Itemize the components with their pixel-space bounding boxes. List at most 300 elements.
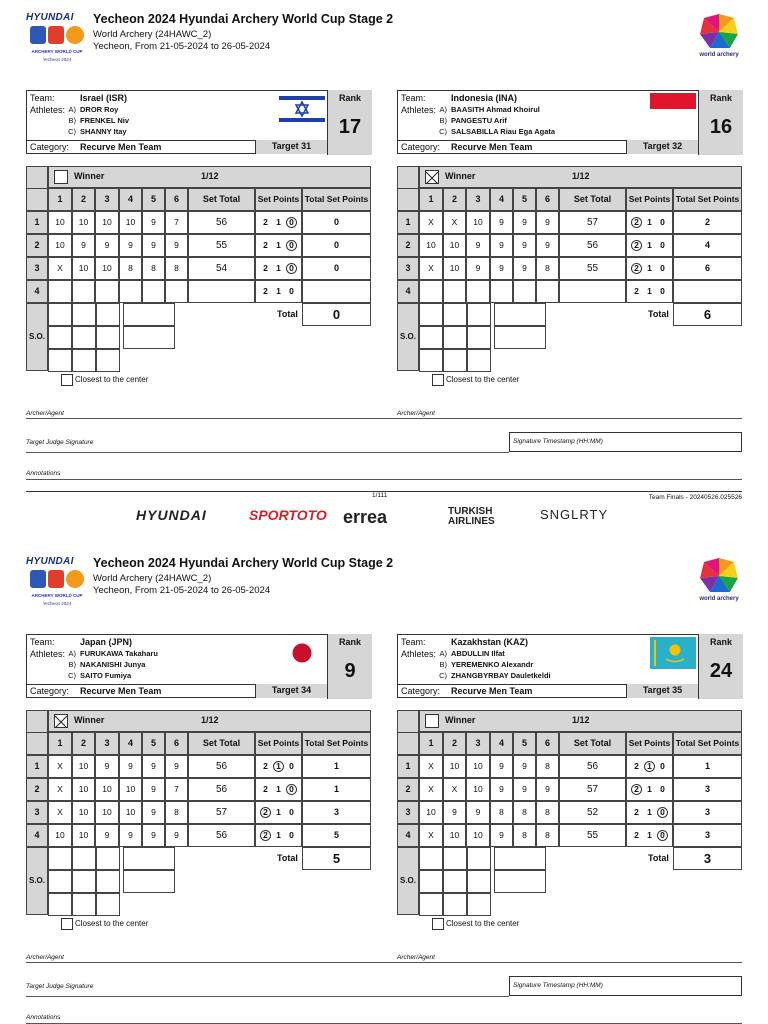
event-title: Yecheon 2024 Hyundai Archery World Cup Stage 2 <box>93 556 394 570</box>
set-total: 55 <box>559 257 626 280</box>
arrow-score: 9 <box>490 234 513 257</box>
target-number: Target 35 <box>626 684 698 698</box>
end-number: 1 <box>26 755 48 778</box>
set-total: 56 <box>188 824 255 847</box>
athlete-name: SALSABILLA Riau Ega Agata <box>451 127 556 136</box>
athlete-name: PANGESTU Arif <box>451 116 507 125</box>
athlete-letter: A) <box>68 649 76 658</box>
signature-timestamp-box[interactable] <box>509 976 742 996</box>
set-points-cell <box>626 755 673 778</box>
shoot-off-arrow-cell[interactable] <box>48 870 72 893</box>
shoot-off-total-cell[interactable] <box>494 303 546 326</box>
shoot-off-arrow-cell[interactable] <box>467 349 491 372</box>
arrow-score: 9 <box>142 801 165 824</box>
shoot-off-arrow-cell[interactable] <box>467 847 491 870</box>
set-points-cell <box>626 257 673 280</box>
arrow-column-header: 5 <box>513 732 536 755</box>
shoot-off-label: S.O. <box>26 303 48 371</box>
arrow-score: 10 <box>443 234 466 257</box>
shoot-off-arrow-cell[interactable] <box>419 349 443 372</box>
total-set-points: 1 <box>302 755 371 778</box>
end-number: 1 <box>26 211 48 234</box>
team-card <box>26 90 371 154</box>
event-header <box>0 0 768 80</box>
set-point-option: 2 <box>634 830 639 840</box>
shoot-off-arrow-cell[interactable] <box>48 349 72 372</box>
closest-label: Closest to the center <box>446 375 520 384</box>
set-total-header: Set Total <box>559 732 626 755</box>
arrow-column-header: 6 <box>536 188 559 211</box>
arrow-column-header: 4 <box>490 188 513 211</box>
team-name: Kazakhstan (KAZ) <box>451 637 529 647</box>
team-label: Team: <box>401 637 426 647</box>
event-dates: Yecheon, From 21-05-2024 to 26-05-2024 <box>93 41 271 52</box>
athlete-letter: A) <box>439 649 447 658</box>
shoot-off-arrow-cell[interactable] <box>48 847 72 870</box>
team-name: Japan (JPN) <box>80 637 133 647</box>
set-points-cell <box>626 824 673 847</box>
shoot-off-arrow-cell[interactable] <box>72 870 96 893</box>
arrow-score: 9 <box>165 824 188 847</box>
end-number: 3 <box>397 257 419 280</box>
arrow-score: 8 <box>490 801 513 824</box>
shoot-off-total-cell[interactable] <box>494 326 546 349</box>
shoot-off-arrow-cell[interactable] <box>96 870 120 893</box>
arrow-score: X <box>419 755 443 778</box>
shoot-off-arrow-cell[interactable] <box>443 326 467 349</box>
score-table <box>397 166 742 446</box>
arrow-score: 10 <box>443 755 466 778</box>
end-number: 3 <box>26 257 48 280</box>
arrow-score: X <box>443 211 466 234</box>
total-set-points <box>673 280 742 303</box>
arrow-score: 10 <box>48 234 72 257</box>
set-points-cell <box>626 801 673 824</box>
total-label: Total <box>648 853 669 863</box>
score-table <box>26 166 371 446</box>
category-value: Recurve Men Team <box>80 142 162 152</box>
rank-box <box>698 634 743 699</box>
closest-label: Closest to the center <box>446 919 520 928</box>
arrow-score: 9 <box>95 824 119 847</box>
shoot-off-arrow-cell[interactable] <box>419 870 443 893</box>
shoot-off-total-cell[interactable] <box>123 847 175 870</box>
set-point-option: 0 <box>289 286 294 296</box>
total-set-points: 3 <box>673 778 742 801</box>
match-section <box>0 544 768 1024</box>
rank-label: Rank <box>338 637 361 647</box>
arrow-score: 9 <box>142 824 165 847</box>
report-id: Team Finals - 20240526.025526 <box>648 494 742 501</box>
set-point-option: 2 <box>634 286 639 296</box>
rank-value: 17 <box>338 116 362 138</box>
arrow-score: 9 <box>142 778 165 801</box>
shoot-off-total-cell[interactable] <box>123 303 175 326</box>
set-points-header: Set Points <box>255 732 302 755</box>
shoot-off-arrow-cell[interactable] <box>72 303 96 326</box>
athlete-name: ABDULLIN Ilfat <box>451 649 505 658</box>
total-set-points-header: Total Set Points <box>302 188 371 211</box>
team-card <box>26 634 371 698</box>
total-set-points: 0 <box>302 211 371 234</box>
set-point-option: 0 <box>660 761 665 771</box>
athlete-name: FRENKEL Niv <box>80 116 130 125</box>
winner-label: Winner <box>74 715 105 725</box>
set-point-circled: 2 <box>631 784 642 795</box>
arrow-score: 7 <box>165 211 188 234</box>
set-total <box>188 280 255 303</box>
team-name: Israel (ISR) <box>80 93 128 103</box>
archery-world-cup-logo <box>26 12 88 66</box>
end-number: 2 <box>397 234 419 257</box>
athlete-letter: A) <box>68 105 76 114</box>
match-total: 6 <box>673 303 742 326</box>
arrow-score <box>95 280 119 303</box>
arrow-score: 8 <box>536 257 559 280</box>
arrow-score: 8 <box>142 257 165 280</box>
set-points-cell <box>255 755 302 778</box>
set-point-option: 2 <box>634 761 639 771</box>
arrow-column-header: 2 <box>443 732 466 755</box>
set-point-option: 1 <box>647 830 652 840</box>
country-flag-icon <box>279 93 325 125</box>
arrow-column-header: 1 <box>48 732 72 755</box>
shoot-off-arrow-cell[interactable] <box>48 326 72 349</box>
shoot-off-arrow-cell[interactable] <box>467 303 491 326</box>
shoot-off-total-cell[interactable] <box>123 870 175 893</box>
set-point-option: 1 <box>276 807 281 817</box>
end-header-blank <box>26 188 48 211</box>
judge-signature-line <box>26 452 509 453</box>
arrow-score: X <box>48 257 72 280</box>
set-point-circled: 2 <box>260 830 271 841</box>
shoot-off-arrow-cell[interactable] <box>419 893 443 916</box>
shoot-off-arrow-cell[interactable] <box>419 847 443 870</box>
arrow-score: 10 <box>466 824 490 847</box>
total-set-points: 3 <box>673 801 742 824</box>
closest-checkbox[interactable] <box>61 374 73 386</box>
shoot-off-arrow-cell[interactable] <box>443 303 467 326</box>
set-points-cell <box>255 824 302 847</box>
end-number: 1 <box>397 755 419 778</box>
arrow-score: 9 <box>513 211 536 234</box>
world-archery-label: world archery <box>699 596 739 602</box>
set-point-option: 2 <box>263 784 268 794</box>
event-title: Yecheon 2024 Hyundai Archery World Cup Stage 2 <box>93 12 394 26</box>
winner-cross-icon <box>55 715 67 727</box>
logo-subcaption: Yecheon 2024 <box>42 57 72 62</box>
round-label: 1/12 <box>572 715 590 725</box>
end-number: 4 <box>26 824 48 847</box>
set-point-option: 1 <box>276 830 281 840</box>
arrow-score: X <box>419 257 443 280</box>
shoot-off-arrow-cell[interactable] <box>96 847 120 870</box>
arrow-column-header: 1 <box>419 188 443 211</box>
team-label: Team: <box>30 93 55 103</box>
arrow-score: 9 <box>95 755 119 778</box>
athlete-name: ZHANGBYRBAY Dauletkeldi <box>451 671 551 680</box>
set-total: 56 <box>188 778 255 801</box>
turkish-airlines-sponsor-logo: TURKISH AIRLINES <box>448 506 495 527</box>
athlete-letter: B) <box>439 660 447 669</box>
arrow-score <box>443 280 466 303</box>
set-points-header: Set Points <box>255 188 302 211</box>
closest-checkbox[interactable] <box>432 918 444 930</box>
shoot-off-arrow-cell[interactable] <box>443 893 467 916</box>
set-points-cell <box>255 211 302 234</box>
set-points-header: Set Points <box>626 188 673 211</box>
world-archery-label: world archery <box>699 52 739 58</box>
shoot-off-arrow-cell[interactable] <box>419 303 443 326</box>
set-total: 56 <box>559 755 626 778</box>
winner-checkbox[interactable] <box>425 714 439 728</box>
winner-checkbox[interactable] <box>54 170 68 184</box>
arrow-column-header: 1 <box>48 188 72 211</box>
shoot-off-total-cell[interactable] <box>123 326 175 349</box>
arrow-column-header: 6 <box>536 732 559 755</box>
target-number: Target 34 <box>255 684 327 698</box>
errea-sponsor-logo: errea <box>343 507 388 527</box>
set-point-circled: 0 <box>286 217 297 228</box>
arrow-score: 10 <box>443 824 466 847</box>
country-flag-icon <box>650 93 696 125</box>
score-table <box>397 710 742 990</box>
arrow-score: X <box>48 778 72 801</box>
shoot-off-arrow-cell[interactable] <box>48 893 72 916</box>
athlete-row <box>66 649 266 659</box>
arrow-score: 9 <box>490 755 513 778</box>
category-label: Category: <box>401 686 441 696</box>
snglrty-sponsor-logo: SNGLRTY <box>540 507 609 522</box>
arrow-score: 10 <box>95 211 119 234</box>
archer-agent-label: Archer/Agent <box>397 954 435 961</box>
arrow-score: 9 <box>142 211 165 234</box>
shoot-off-arrow-cell[interactable] <box>96 326 120 349</box>
set-total: 55 <box>188 234 255 257</box>
athlete-name: YEREMENKO Alexandr <box>451 660 534 669</box>
shoot-off-arrow-cell[interactable] <box>443 847 467 870</box>
athlete-letter: C) <box>68 671 76 680</box>
arrow-score <box>119 280 142 303</box>
shoot-off-total-cell[interactable] <box>494 870 546 893</box>
arrow-score: 10 <box>95 778 119 801</box>
judge-signature-label: Target Judge Signature <box>26 983 94 990</box>
set-point-option: 2 <box>263 217 268 227</box>
set-point-option: 1 <box>276 263 281 273</box>
event-organizer: World Archery (24HAWC_2) <box>93 29 212 40</box>
arrow-score: 9 <box>119 824 142 847</box>
set-point-option: 2 <box>263 761 268 771</box>
shoot-off-arrow-cell[interactable] <box>467 870 491 893</box>
arrow-column-header: 3 <box>95 188 119 211</box>
sportoto-sponsor-logo: SPORTOTO <box>249 507 327 523</box>
annotations-line <box>26 479 742 480</box>
arrow-score: 9 <box>536 778 559 801</box>
archer-agent-label: Archer/Agent <box>26 954 64 961</box>
total-set-points: 1 <box>673 755 742 778</box>
set-point-option: 0 <box>660 240 665 250</box>
set-point-option: 0 <box>660 263 665 273</box>
target-number: Target 32 <box>626 140 698 154</box>
end-number: 3 <box>26 801 48 824</box>
shoot-off-arrow-cell[interactable] <box>72 893 96 916</box>
arrow-score: 10 <box>466 211 490 234</box>
athlete-name: FURUKAWA Takaharu <box>80 649 158 658</box>
athlete-row <box>437 649 637 659</box>
corner-cell <box>397 166 419 188</box>
total-set-points-header: Total Set Points <box>673 732 742 755</box>
signature-timestamp-box[interactable] <box>509 432 742 452</box>
athlete-letter: B) <box>439 116 447 125</box>
set-point-circled: 2 <box>631 240 642 251</box>
arrow-column-header: 3 <box>466 732 490 755</box>
arrow-score: 10 <box>95 801 119 824</box>
arrow-score: 8 <box>536 801 559 824</box>
arrow-score: 9 <box>513 778 536 801</box>
athlete-row <box>437 660 637 670</box>
closest-checkbox[interactable] <box>61 918 73 930</box>
arrow-score: 9 <box>466 257 490 280</box>
shoot-off-arrow-cell[interactable] <box>443 349 467 372</box>
shoot-off-arrow-cell[interactable] <box>467 893 491 916</box>
arrow-score: 8 <box>536 755 559 778</box>
match-total: 0 <box>302 303 371 326</box>
closest-checkbox[interactable] <box>432 374 444 386</box>
arrow-score: 8 <box>513 801 536 824</box>
set-total: 57 <box>559 211 626 234</box>
rank-box <box>698 90 743 155</box>
set-point-option: 2 <box>263 286 268 296</box>
set-point-circled: 0 <box>286 240 297 251</box>
arrow-score: 9 <box>95 234 119 257</box>
arrow-score: 9 <box>490 211 513 234</box>
set-total: 57 <box>188 801 255 824</box>
athlete-row <box>66 660 266 670</box>
set-points-cell <box>255 257 302 280</box>
category-value: Recurve Men Team <box>451 686 533 696</box>
set-point-option: 1 <box>276 286 281 296</box>
arrow-column-header: 2 <box>72 188 95 211</box>
team-name: Indonesia (INA) <box>451 93 518 103</box>
arrow-column-header: 4 <box>119 732 142 755</box>
team-card <box>397 634 742 698</box>
shoot-off-total-cell[interactable] <box>494 847 546 870</box>
arrow-score: 10 <box>48 824 72 847</box>
set-total-header: Set Total <box>188 732 255 755</box>
set-points-cell <box>255 778 302 801</box>
total-label: Total <box>648 309 669 319</box>
archer-agent-line <box>26 418 742 419</box>
set-point-option: 2 <box>263 263 268 273</box>
archer-agent-label: Archer/Agent <box>397 410 435 417</box>
shoot-off-arrow-cell[interactable] <box>443 870 467 893</box>
shoot-off-arrow-cell[interactable] <box>467 326 491 349</box>
archery-world-cup-logo <box>26 556 88 610</box>
total-set-points: 0 <box>302 234 371 257</box>
arrow-column-header: 6 <box>165 188 188 211</box>
arrow-score: 9 <box>165 234 188 257</box>
set-point-option: 0 <box>289 761 294 771</box>
corner-cell <box>397 710 419 732</box>
world-cup-emblem-icon <box>30 24 86 46</box>
arrow-score: 9 <box>466 234 490 257</box>
shoot-off-arrow-cell[interactable] <box>96 893 120 916</box>
arrow-column-header: 5 <box>142 188 165 211</box>
athlete-row <box>66 127 266 137</box>
arrow-score: 10 <box>72 824 95 847</box>
set-point-circled: 2 <box>631 263 642 274</box>
athlete-letter: A) <box>439 105 447 114</box>
winner-label: Winner <box>74 171 105 181</box>
category-label: Category: <box>30 686 70 696</box>
set-point-circled: 0 <box>286 784 297 795</box>
total-set-points-header: Total Set Points <box>302 732 371 755</box>
set-point-option: 0 <box>660 286 665 296</box>
arrow-score <box>490 280 513 303</box>
total-set-points: 3 <box>673 824 742 847</box>
event-dates: Yecheon, From 21-05-2024 to 26-05-2024 <box>93 585 271 596</box>
set-point-circled: 0 <box>657 830 668 841</box>
set-total: 55 <box>559 824 626 847</box>
arrow-score <box>466 280 490 303</box>
category-value: Recurve Men Team <box>451 142 533 152</box>
team-label: Team: <box>30 637 55 647</box>
arrow-score: 10 <box>72 755 95 778</box>
shoot-off-arrow-cell[interactable] <box>96 349 120 372</box>
set-point-option: 0 <box>660 784 665 794</box>
arrow-column-header: 1 <box>419 732 443 755</box>
arrow-score <box>419 280 443 303</box>
athletes-label: Athletes: <box>30 105 66 115</box>
arrow-score: 9 <box>490 824 513 847</box>
end-number: 2 <box>26 234 48 257</box>
world-archery-logo-icon <box>696 558 742 596</box>
match-total: 5 <box>302 847 371 870</box>
total-set-points-header: Total Set Points <box>673 188 742 211</box>
shoot-off-arrow-cell[interactable] <box>96 303 120 326</box>
winner-checkbox[interactable] <box>425 170 439 184</box>
total-set-points: 1 <box>302 778 371 801</box>
set-points-header: Set Points <box>626 732 673 755</box>
arrow-score: 10 <box>48 211 72 234</box>
page-number: 1/111 <box>372 492 388 499</box>
shoot-off-arrow-cell[interactable] <box>72 326 96 349</box>
annotations-label: Annotations <box>26 1014 61 1021</box>
arrow-score: 9 <box>165 755 188 778</box>
signature-timestamp-label: Signature Timestamp (HH:MM) <box>513 982 603 989</box>
arrow-score: 10 <box>119 778 142 801</box>
athletes-label: Athletes: <box>401 105 437 115</box>
logo-caption: ARCHERY WORLD CUP <box>31 49 83 54</box>
winner-checkbox[interactable] <box>54 714 68 728</box>
match-total: 3 <box>673 847 742 870</box>
event-organizer: World Archery (24HAWC_2) <box>93 573 212 584</box>
judge-signature-label: Target Judge Signature <box>26 439 94 446</box>
event-header <box>0 544 768 624</box>
shoot-off-arrow-cell[interactable] <box>419 326 443 349</box>
shoot-off-arrow-cell[interactable] <box>72 349 96 372</box>
arrow-score: 10 <box>419 801 443 824</box>
shoot-off-label: S.O. <box>397 303 419 371</box>
arrow-score: 10 <box>72 257 95 280</box>
arrow-column-header: 2 <box>443 188 466 211</box>
athlete-row <box>437 127 637 137</box>
arrow-score <box>536 280 559 303</box>
team-label: Team: <box>401 93 426 103</box>
country-flag-icon <box>279 637 325 669</box>
shoot-off-arrow-cell[interactable] <box>72 847 96 870</box>
shoot-off-arrow-cell[interactable] <box>48 303 72 326</box>
